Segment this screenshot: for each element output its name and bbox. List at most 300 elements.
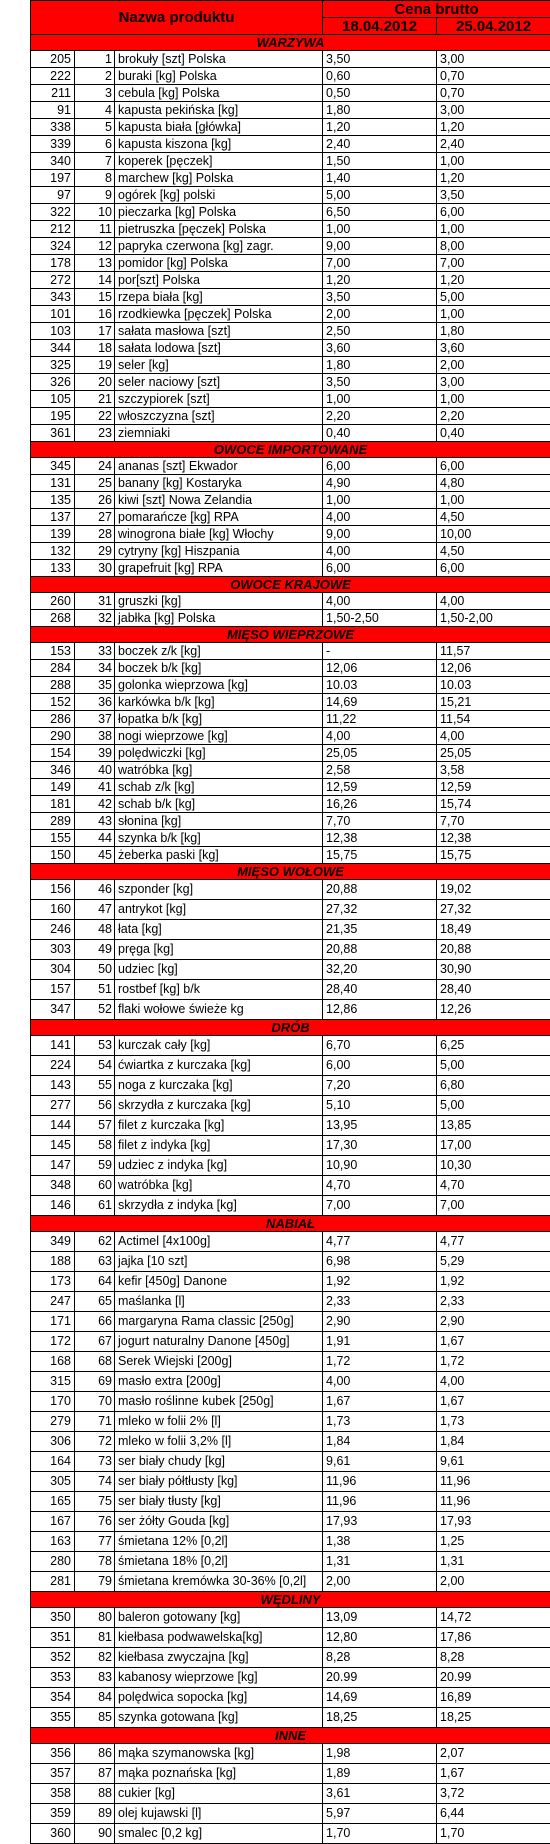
row-number: 89 (75, 1804, 115, 1824)
price-date-1: 2,00 (323, 1572, 437, 1592)
product-name: nogi wieprzowe [kg] (115, 728, 323, 745)
row-id: 288 (31, 677, 75, 694)
table-row (31, 1392, 550, 1412)
product-name: ogórek [kg] polski (115, 187, 323, 204)
price-date-1: 6,00 (323, 1056, 437, 1076)
product-name: filet z kurczaka [kg] (115, 1116, 323, 1136)
table-row (31, 960, 550, 980)
price-date-2: 17,86 (437, 1628, 550, 1648)
row-id: 356 (31, 1744, 75, 1764)
table-row (31, 1176, 550, 1196)
table-row (31, 1452, 550, 1472)
row-id: 205 (31, 51, 75, 68)
row-number: 55 (75, 1076, 115, 1096)
table-row (31, 272, 550, 289)
table-row (31, 1036, 550, 1056)
section-title: WARZYWA (31, 35, 550, 51)
row-number: 49 (75, 940, 115, 960)
table-row (31, 187, 550, 204)
table-row (31, 391, 550, 408)
price-date-2: 2,20 (437, 408, 550, 425)
row-id: 343 (31, 289, 75, 306)
row-number: 26 (75, 492, 115, 509)
price-date-2: 4,50 (437, 509, 550, 526)
price-date-2: 1,25 (437, 1532, 550, 1552)
price-date-2: 4,80 (437, 475, 550, 492)
row-id: 131 (31, 475, 75, 492)
row-number: 18 (75, 340, 115, 357)
table-row (31, 1156, 550, 1176)
row-number: 1 (75, 51, 115, 68)
price-date-1: 1,91 (323, 1332, 437, 1352)
price-date-1: 12,38 (323, 830, 437, 847)
row-number: 23 (75, 425, 115, 442)
price-date-2: 3,00 (437, 51, 550, 68)
product-name: kurczak cały [kg] (115, 1036, 323, 1056)
product-name: szynka gotowana [kg] (115, 1708, 323, 1728)
price-date-2: 7,00 (437, 255, 550, 272)
price-date-2: 0,70 (437, 85, 550, 102)
row-id: 195 (31, 408, 75, 425)
row-id: 224 (31, 1056, 75, 1076)
row-number: 10 (75, 204, 115, 221)
table-row (31, 1056, 550, 1076)
table-row (31, 492, 550, 509)
row-number: 61 (75, 1196, 115, 1216)
price-date-1: 12,80 (323, 1628, 437, 1648)
row-number: 52 (75, 1000, 115, 1020)
row-id: 157 (31, 980, 75, 1000)
row-number: 3 (75, 85, 115, 102)
price-date-1: 1,84 (323, 1432, 437, 1452)
product-name: maślanka [l] (115, 1292, 323, 1312)
product-name: jajka [10 szt] (115, 1252, 323, 1272)
price-date-2: 1,50-2,00 (437, 610, 550, 627)
row-number: 79 (75, 1572, 115, 1592)
row-id: 326 (31, 374, 75, 391)
section-title: NABIAŁ (31, 1216, 550, 1232)
price-date-2: 13,85 (437, 1116, 550, 1136)
section-header-row (31, 1728, 550, 1744)
price-date-2: 1,20 (437, 272, 550, 289)
table-row (31, 1608, 550, 1628)
product-name: polędwica sopocka [kg] (115, 1688, 323, 1708)
price-date-2: 1,73 (437, 1412, 550, 1432)
price-date-2: 3,50 (437, 187, 550, 204)
table-row (31, 221, 550, 238)
price-date-1: 12,06 (323, 660, 437, 677)
row-number: 41 (75, 779, 115, 796)
table-row (31, 1824, 550, 1844)
price-date-1: 2,33 (323, 1292, 437, 1312)
table-row (31, 153, 550, 170)
price-date-1: 17,93 (323, 1512, 437, 1532)
row-id: 324 (31, 238, 75, 255)
row-number: 73 (75, 1452, 115, 1472)
price-date-2: 1,67 (437, 1332, 550, 1352)
row-id: 361 (31, 425, 75, 442)
price-date-2: 10,30 (437, 1156, 550, 1176)
price-date-2: 1,20 (437, 119, 550, 136)
section-header-row (31, 442, 550, 458)
price-date-2: 1,67 (437, 1392, 550, 1412)
price-date-1: 25,05 (323, 745, 437, 762)
price-date-2: 12,26 (437, 1000, 550, 1020)
table-row (31, 425, 550, 442)
header-row (31, 1, 550, 18)
table-row (31, 1472, 550, 1492)
row-number: 82 (75, 1648, 115, 1668)
row-number: 46 (75, 880, 115, 900)
row-id: 339 (31, 136, 75, 153)
price-date-2: 1,92 (437, 1272, 550, 1292)
table-row (31, 1552, 550, 1572)
product-name: grapefruit [kg] RPA (115, 560, 323, 577)
product-name: kiełbasa zwyczajna [kg] (115, 1648, 323, 1668)
section-header-row (31, 577, 550, 593)
section-title: OWOCE KRAJOWE (31, 577, 550, 593)
row-id: 103 (31, 323, 75, 340)
row-id: 135 (31, 492, 75, 509)
product-name: jogurt naturalny Danone [450g] (115, 1332, 323, 1352)
row-id: 133 (31, 560, 75, 577)
price-date-1: 13,95 (323, 1116, 437, 1136)
row-number: 25 (75, 475, 115, 492)
table-row (31, 1744, 550, 1764)
date-header-2: 25.04.2012 (437, 18, 550, 35)
row-id: 178 (31, 255, 75, 272)
price-date-2: 28,40 (437, 980, 550, 1000)
price-date-2: 9,61 (437, 1452, 550, 1472)
product-name: watróbka [kg] (115, 1176, 323, 1196)
row-number: 65 (75, 1292, 115, 1312)
table-row (31, 762, 550, 779)
product-name: ćwiartka z kurczaka [kg] (115, 1056, 323, 1076)
table-row (31, 289, 550, 306)
price-date-1: 6,00 (323, 560, 437, 577)
price-date-1: 6,50 (323, 204, 437, 221)
table-row (31, 458, 550, 475)
row-id: 154 (31, 745, 75, 762)
price-date-2: 3,00 (437, 374, 550, 391)
product-name-header: Nazwa produktu (31, 1, 323, 35)
row-id: 156 (31, 880, 75, 900)
product-name: pomidor [kg] Polska (115, 255, 323, 272)
row-id: 268 (31, 610, 75, 627)
price-date-2: 16,89 (437, 1688, 550, 1708)
row-number: 81 (75, 1628, 115, 1648)
table-row (31, 1532, 550, 1552)
price-date-2: 0,40 (437, 425, 550, 442)
row-id: 345 (31, 458, 75, 475)
product-name: jabłka [kg] Polska (115, 610, 323, 627)
row-number: 37 (75, 711, 115, 728)
row-number: 80 (75, 1608, 115, 1628)
section-header-row (31, 1592, 550, 1608)
table-row (31, 813, 550, 830)
price-date-2: 17,00 (437, 1136, 550, 1156)
price-date-1: 2,90 (323, 1312, 437, 1332)
row-number: 33 (75, 643, 115, 660)
price-date-1: 9,00 (323, 526, 437, 543)
price-date-1: 6,00 (323, 458, 437, 475)
product-name: winogrona białe [kg] Włochy (115, 526, 323, 543)
price-date-1: 11,96 (323, 1472, 437, 1492)
row-id: 164 (31, 1452, 75, 1472)
row-id: 170 (31, 1392, 75, 1412)
product-name: ziemniaki (115, 425, 323, 442)
table-row (31, 745, 550, 762)
price-date-1: 20,88 (323, 940, 437, 960)
table-row (31, 1000, 550, 1020)
product-name: skrzydła z kurczaka [kg] (115, 1096, 323, 1116)
row-id: 358 (31, 1784, 75, 1804)
product-name: kapusta biała [główka] (115, 119, 323, 136)
price-date-1: 9,00 (323, 238, 437, 255)
table-row (31, 1116, 550, 1136)
price-date-1: 1,80 (323, 357, 437, 374)
row-number: 78 (75, 1552, 115, 1572)
row-id: 260 (31, 593, 75, 610)
row-number: 14 (75, 272, 115, 289)
price-date-1: 6,70 (323, 1036, 437, 1056)
price-date-1: 3,60 (323, 340, 437, 357)
table-row (31, 1432, 550, 1452)
row-id: 347 (31, 1000, 75, 1020)
price-date-2: 3,58 (437, 762, 550, 779)
row-id: 359 (31, 1804, 75, 1824)
table-row (31, 475, 550, 492)
price-date-1: - (323, 643, 437, 660)
row-number: 69 (75, 1372, 115, 1392)
price-date-1: 3,50 (323, 374, 437, 391)
row-id: 149 (31, 779, 75, 796)
row-id: 351 (31, 1628, 75, 1648)
table-row (31, 980, 550, 1000)
product-name: filet z indyka [kg] (115, 1136, 323, 1156)
price-date-1: 4,77 (323, 1232, 437, 1252)
row-number: 85 (75, 1708, 115, 1728)
row-number: 64 (75, 1272, 115, 1292)
row-id: 281 (31, 1572, 75, 1592)
price-date-2: 1,67 (437, 1764, 550, 1784)
row-id: 132 (31, 543, 75, 560)
product-name: rzepa biała [kg] (115, 289, 323, 306)
row-number: 42 (75, 796, 115, 813)
price-date-1: 13,09 (323, 1608, 437, 1628)
table-row (31, 1412, 550, 1432)
row-number: 83 (75, 1668, 115, 1688)
price-date-2: 15,21 (437, 694, 550, 711)
row-number: 86 (75, 1744, 115, 1764)
product-name: Serek Wiejski [200g] (115, 1352, 323, 1372)
table-row (31, 1312, 550, 1332)
product-name: łopatka b/k [kg] (115, 711, 323, 728)
product-name: ser biały tłusty [kg] (115, 1492, 323, 1512)
price-date-2: 2,00 (437, 1572, 550, 1592)
table-row (31, 543, 550, 560)
price-date-2: 8,28 (437, 1648, 550, 1668)
row-number: 53 (75, 1036, 115, 1056)
price-date-1: 1,80 (323, 102, 437, 119)
row-number: 29 (75, 543, 115, 560)
price-date-1: 5,97 (323, 1804, 437, 1824)
product-name: skrzydła z indyka [kg] (115, 1196, 323, 1216)
product-name: pomarańcze [kg] RPA (115, 509, 323, 526)
section-title: OWOCE IMPORTOWANE (31, 442, 550, 458)
row-id: 145 (31, 1136, 75, 1156)
row-id: 346 (31, 762, 75, 779)
table-row (31, 136, 550, 153)
table-row (31, 560, 550, 577)
row-number: 19 (75, 357, 115, 374)
table-row (31, 940, 550, 960)
product-name: watróbka [kg] (115, 762, 323, 779)
price-date-1: 7,00 (323, 255, 437, 272)
price-date-1: 5,00 (323, 187, 437, 204)
row-id: 360 (31, 1824, 75, 1844)
product-name: papryka czerwona [kg] zagr. (115, 238, 323, 255)
row-number: 13 (75, 255, 115, 272)
price-date-2: 6,44 (437, 1804, 550, 1824)
row-id: 165 (31, 1492, 75, 1512)
row-id: 286 (31, 711, 75, 728)
price-date-1: 27,32 (323, 900, 437, 920)
table-row (31, 1372, 550, 1392)
product-name: polędwiczki [kg] (115, 745, 323, 762)
row-id: 172 (31, 1332, 75, 1352)
price-date-2: 1,00 (437, 221, 550, 238)
price-date-1: 3,50 (323, 51, 437, 68)
price-date-1: 0,50 (323, 85, 437, 102)
price-table (30, 0, 550, 1844)
row-number: 58 (75, 1136, 115, 1156)
product-name: pieczarka [kg] Polska (115, 204, 323, 221)
row-number: 90 (75, 1824, 115, 1844)
price-table-body (31, 1, 550, 1844)
table-row (31, 1572, 550, 1592)
price-date-2: 1,80 (437, 323, 550, 340)
table-row (31, 1668, 550, 1688)
row-number: 68 (75, 1352, 115, 1372)
row-id: 338 (31, 119, 75, 136)
price-date-1: 20,88 (323, 880, 437, 900)
product-name: szponder [kg] (115, 880, 323, 900)
product-name: śmietana kremówka 30-36% [0,2l] (115, 1572, 323, 1592)
row-id: 91 (31, 102, 75, 119)
price-date-2: 1,84 (437, 1432, 550, 1452)
price-date-2: 12,59 (437, 779, 550, 796)
row-number: 57 (75, 1116, 115, 1136)
row-number: 28 (75, 526, 115, 543)
price-date-1: 0,40 (323, 425, 437, 442)
row-number: 12 (75, 238, 115, 255)
price-date-2: 1,70 (437, 1824, 550, 1844)
product-name: mleko w folii 3,2% [l] (115, 1432, 323, 1452)
row-number: 70 (75, 1392, 115, 1412)
product-name: baleron gotowany [kg] (115, 1608, 323, 1628)
section-header-row (31, 1020, 550, 1036)
price-date-2: 7,70 (437, 813, 550, 830)
row-id: 139 (31, 526, 75, 543)
price-date-2: 1,00 (437, 306, 550, 323)
row-number: 63 (75, 1252, 115, 1272)
product-name: noga z kurczaka [kg] (115, 1076, 323, 1096)
price-date-2: 1,20 (437, 170, 550, 187)
table-row (31, 1648, 550, 1668)
price-date-1: 7,00 (323, 1196, 437, 1216)
row-number: 7 (75, 153, 115, 170)
row-number: 72 (75, 1432, 115, 1452)
product-name: śmietana 18% [0,2l] (115, 1552, 323, 1572)
table-row (31, 779, 550, 796)
product-name: cebula [kg] Polska (115, 85, 323, 102)
price-date-1: 4,00 (323, 509, 437, 526)
price-date-1: 2,00 (323, 306, 437, 323)
price-date-2: 27,32 (437, 900, 550, 920)
row-number: 16 (75, 306, 115, 323)
price-date-2: 5,29 (437, 1252, 550, 1272)
row-id: 153 (31, 643, 75, 660)
row-id: 105 (31, 391, 75, 408)
product-name: olej kujawski [l] (115, 1804, 323, 1824)
row-id: 246 (31, 920, 75, 940)
price-date-1: 7,70 (323, 813, 437, 830)
row-number: 43 (75, 813, 115, 830)
row-id: 247 (31, 1292, 75, 1312)
product-name: boczek z/k [kg] (115, 643, 323, 660)
price-header: Cena brutto (323, 1, 550, 18)
price-date-1: 1,50 (323, 153, 437, 170)
section-title: INNE (31, 1728, 550, 1744)
section-header-row (31, 1216, 550, 1232)
product-name: udziec z indyka [kg] (115, 1156, 323, 1176)
price-date-2: 10,00 (437, 526, 550, 543)
price-date-2: 6,25 (437, 1036, 550, 1056)
row-number: 17 (75, 323, 115, 340)
section-header-row (31, 35, 550, 51)
section-title: DRÓB (31, 1020, 550, 1036)
row-number: 2 (75, 68, 115, 85)
row-id: 160 (31, 900, 75, 920)
row-number: 88 (75, 1784, 115, 1804)
table-row (31, 323, 550, 340)
table-row (31, 1784, 550, 1804)
row-id: 357 (31, 1764, 75, 1784)
product-name: pręga [kg] (115, 940, 323, 960)
product-name: rzodkiewka [pęczek] Polska (115, 306, 323, 323)
row-id: 306 (31, 1432, 75, 1452)
price-date-1: 21,35 (323, 920, 437, 940)
price-date-1: 1,72 (323, 1352, 437, 1372)
price-date-2: 5,00 (437, 1056, 550, 1076)
table-row (31, 1764, 550, 1784)
product-name: cukier [kg] (115, 1784, 323, 1804)
row-id: 303 (31, 940, 75, 960)
row-number: 60 (75, 1176, 115, 1196)
row-id: 152 (31, 694, 75, 711)
price-date-2: 4,00 (437, 593, 550, 610)
price-date-2: 2,40 (437, 136, 550, 153)
table-row (31, 847, 550, 864)
price-date-2: 17,93 (437, 1512, 550, 1532)
section-header-row (31, 627, 550, 643)
product-name: kabanosy wieprzowe [kg] (115, 1668, 323, 1688)
product-name: koperek [pęczek] (115, 153, 323, 170)
row-id: 146 (31, 1196, 75, 1216)
price-date-2: 30,90 (437, 960, 550, 980)
price-date-1: 14,69 (323, 694, 437, 711)
